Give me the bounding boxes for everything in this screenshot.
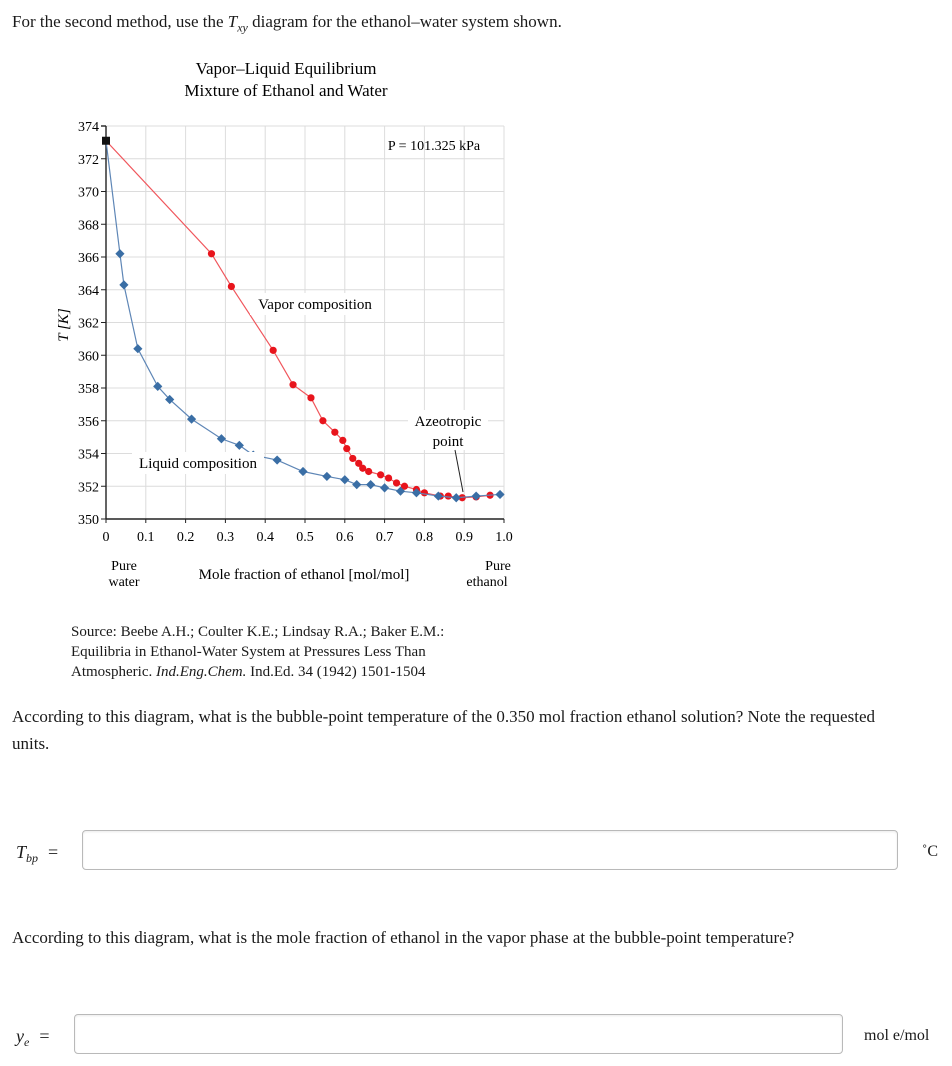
y-tick-label: 356 — [78, 414, 99, 430]
vapor-point — [331, 429, 338, 436]
source-citation — [71, 622, 444, 682]
liquid-point — [472, 491, 481, 500]
ye-unit: mol e/mol — [864, 1027, 930, 1044]
x-tick-label: 0.6 — [336, 530, 354, 545]
tbp-answer-input[interactable] — [82, 830, 898, 870]
x-axis-label: Mole fraction of ethanol [mol/mol] — [198, 567, 410, 583]
azeotropic-annotation-1: Azeotropic — [414, 414, 482, 430]
y-tick-label: 354 — [78, 447, 99, 463]
pure-ethanol-label-2: ethanol — [466, 575, 508, 590]
chart-title-line1: Vapor–Liquid Equilibrium — [195, 59, 377, 78]
vapor-point — [228, 283, 235, 290]
vapor-point — [349, 455, 356, 462]
azeotropic-annotation-2: point — [432, 434, 464, 450]
ye-answer-input[interactable] — [74, 1014, 843, 1054]
liquid-composition-annotation: Liquid composition — [139, 456, 257, 472]
vapor-point — [208, 250, 215, 257]
vapor-point — [393, 479, 400, 486]
vapor-point — [365, 468, 372, 475]
pure-water-point — [102, 137, 110, 145]
y-axis-label: T [K] — [56, 308, 72, 342]
pure-water-label-1: Pure — [111, 559, 137, 574]
txy-subscript: xy — [237, 20, 248, 35]
source-line-3-plain: Atmospheric. — [71, 664, 156, 680]
y-tick-label: 358 — [78, 382, 99, 397]
vapor-composition-annotation: Vapor composition — [258, 297, 372, 313]
liquid-point — [452, 493, 461, 502]
y-tick-label: 372 — [78, 152, 99, 168]
y-tick-label: 352 — [78, 480, 99, 496]
x-tick-label: 0.9 — [455, 530, 473, 545]
vapor-point — [307, 394, 314, 401]
y-tick-label: 362 — [78, 316, 99, 332]
liquid-point — [340, 475, 349, 484]
vapor-point — [339, 437, 346, 444]
liquid-point — [366, 480, 375, 489]
ye-subscript: e — [24, 1035, 30, 1049]
y-tick-label: 374 — [78, 120, 99, 135]
chart-title-line2: Mixture of Ethanol and Water — [184, 81, 388, 100]
x-tick-label: 0.7 — [375, 530, 394, 545]
tbp-symbol: T — [16, 842, 27, 862]
vapor-point — [377, 471, 384, 478]
intro-text-after: diagram for the ethanol–water system shown. — [247, 12, 562, 31]
vapor-point — [445, 492, 452, 499]
ye-symbol: y — [16, 1026, 24, 1046]
question-2-text: According to this diagram, what is the mole fraction of ethanol in the vapor phase at the bubble-point temperature? — [12, 928, 795, 947]
y-tick-label: 370 — [78, 185, 99, 201]
liquid-point — [495, 490, 504, 499]
ye-equals: = — [39, 1026, 50, 1046]
tbp-label — [16, 842, 58, 863]
question-1-text: According to this diagram, what is the bubble-point temperature of the 0.350 mol fraction ethanol solution? Note the requested units. — [12, 707, 875, 753]
intro-text — [12, 12, 562, 35]
vapor-point — [319, 417, 326, 424]
azeotropic-pointer-line — [455, 450, 463, 492]
liquid-point — [217, 434, 226, 443]
y-tick-label: 364 — [78, 283, 99, 299]
x-tick-label: 0.8 — [415, 530, 434, 545]
txy-symbol: T — [227, 12, 238, 31]
liquid-point — [322, 472, 331, 481]
x-tick-label: 0.3 — [216, 530, 235, 545]
pure-ethanol-label-1: Pure — [485, 559, 511, 574]
pure-water-label-2: water — [108, 575, 140, 590]
y-tick-label: 366 — [78, 251, 99, 266]
liquid-point — [298, 467, 307, 476]
y-tick-label: 350 — [78, 513, 99, 528]
ye-label — [16, 1026, 49, 1047]
vapor-point — [289, 381, 296, 388]
x-tick-label: 0.4 — [256, 530, 274, 545]
source-line-1: Source: Beebe A.H.; Coulter K.E.; Lindsay R.A.; Baker E.M.: — [71, 624, 445, 640]
tbp-unit: ˚C — [922, 843, 938, 860]
liquid-point — [352, 480, 361, 489]
vapor-point — [421, 489, 428, 496]
x-tick-label: 1.0 — [495, 530, 513, 545]
pressure-label: P = 101.325 kPa — [387, 139, 481, 154]
liquid-point — [273, 455, 282, 464]
source-line-2: Equilibria in Ethanol-Water System at Pressures Less Than — [71, 644, 426, 660]
intro-text-before: For the second method, use the — [12, 12, 228, 31]
tbp-subscript: bp — [26, 851, 39, 865]
y-tick-label: 368 — [78, 218, 99, 234]
vapor-point — [343, 445, 350, 452]
source-journal: Ind.Eng.Chem. — [155, 664, 247, 680]
txy-chart — [0, 40, 560, 600]
chart-axes — [78, 120, 513, 545]
y-tick-label: 360 — [78, 349, 99, 365]
liquid-point — [119, 280, 128, 289]
tbp-equals: = — [48, 842, 59, 862]
x-tick-label: 0.2 — [176, 530, 195, 545]
x-tick-label: 0 — [102, 530, 110, 545]
liquid-point — [133, 344, 142, 353]
x-tick-label: 0.1 — [137, 530, 155, 545]
source-line-3-rest: Ind.Ed. 34 (1942) 1501-1504 — [246, 664, 426, 680]
source-line-3 — [71, 662, 444, 682]
vapor-point — [385, 474, 392, 481]
x-tick-label: 0.5 — [296, 530, 314, 545]
vapor-point — [270, 347, 277, 354]
liquid-point — [380, 483, 389, 492]
liquid-point — [235, 441, 244, 450]
